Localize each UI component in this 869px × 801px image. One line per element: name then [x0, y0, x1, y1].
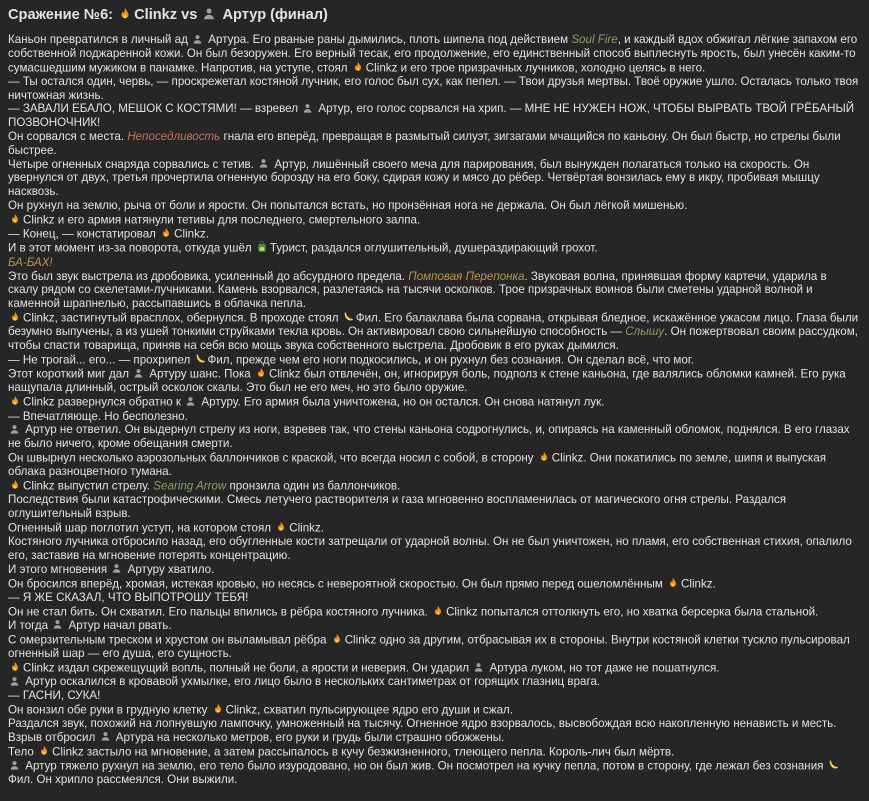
text-segment: Огненный шар поглотил уступ, на котором стоял	[8, 521, 275, 535]
clinkz-flame-icon	[8, 213, 23, 227]
clinkz-flame-icon	[159, 227, 174, 241]
text-segment: — Не трогай... его... — прохрипел	[8, 353, 194, 367]
ability-name: Soul Fire	[571, 33, 618, 46]
story-paragraph	[8, 689, 859, 703]
arthur-bust-icon	[472, 661, 486, 675]
story-body	[8, 33, 859, 787]
text-segment: Он рухнул на землю, рыча от боли и ярости. Он попытался встать, но пронзённая нога не держала. Он был лёгкой мишенью.	[8, 199, 688, 213]
text-segment: Артур начал рвать.	[65, 618, 172, 632]
text-segment: Clinkz и его трое призрачных лучников, холодно целясь в него.	[365, 61, 706, 75]
arthur-bust-icon	[201, 6, 218, 24]
story-paragraph	[8, 241, 859, 255]
clinkz-flame-icon	[8, 311, 23, 325]
text-segment: гнала его вперёд, превращая в размытый силуэт, зигзагами мчащийся по каньону. Он был быстр, но стрелы были быстрее.	[8, 130, 841, 157]
text-segment: Он не стал бить. Он схватил. Его пальцы впились в рёбра костяного лучника.	[8, 605, 432, 619]
text-segment: Clinkz застыло на мгновение, а затем рассыпалось в кучу безжизненного, тлеющего пепла. Король-лич был мёртв.	[52, 745, 675, 759]
text-segment: Clinkz издал скрежещущий вопль, полный не боли, а ярости и неверия. Он ударил	[23, 661, 473, 675]
clinkz-flame-icon	[254, 367, 269, 381]
story-paragraph	[8, 227, 859, 241]
text-segment: И этого мгновения	[8, 562, 111, 576]
text-segment: — Конец, — констатировал	[8, 227, 160, 241]
text-segment: Артуру хватило.	[124, 562, 215, 576]
text-segment: — Ты остался один, червь, — проскрежетал костяной лучник, его голос был сух, как пепел. — Твои друзья мертвы. Твоё оружие ушло. Осталась только твоя ничтожная жизнь.	[8, 74, 859, 102]
clinkz-flame-icon	[117, 6, 134, 24]
text-segment: Тело	[8, 745, 38, 759]
text-segment: Он бросился вперёд, хромая, истекая кровью, но несясь с невероятной скоростью. Он был прямо перед ошеломлённым	[8, 577, 667, 591]
story-paragraph	[8, 633, 859, 661]
text-segment: Артур оскалился в кровавой ухмылке, его лицо было в нескольких сантиметрах от горящих глазниц врага.	[22, 675, 601, 689]
text-segment: Артур, его голос сорвался на хрип. — МНЕ НЕ НУЖЕН НОЖ, ЧТОБЫ ВЫРВАТЬ ТВОЙ ГРЁБАНЫЙ ПОЗВОНОЧНИК!	[8, 102, 855, 130]
text-segment: Артур, лишённый своего меча для парирования, был вынужден полагаться только на скорость. Он увернулся от двух, третья прочертила огненную борозду на его боку, сдирая кожу и мясо до рёбер. Четвёртая вонзилась ему в икру, пробивая мышцу насквозь.	[8, 157, 820, 199]
story-paragraph	[8, 605, 859, 619]
tourist-backpack-icon	[255, 241, 270, 255]
text-segment: Раздался звук, похожий на лопнувшую лампочку, умноженный на тысячу. Огненное ядро взорвалось, высвобождая всю накопленную ненависть и месть. Взрыв отбросил	[8, 717, 837, 744]
text-segment: Clinkz, застигнутый врасплох, обернулся. В проходе стоял	[23, 311, 342, 325]
text-segment: Фил. Он хрипло рассмеялся. Они выжили.	[8, 773, 238, 787]
text-segment: Это был звук выстрела из дробовика, усиленный до абсурдного предела.	[8, 269, 409, 283]
story-paragraph	[8, 591, 859, 605]
text-segment: И в этот момент из-за поворота, откуда ушёл	[8, 241, 255, 255]
story-paragraph	[8, 745, 859, 759]
text-segment: С омерзительным треском и хрустом он выламывал рёбра	[8, 633, 330, 647]
story-paragraph	[8, 130, 859, 158]
text-segment: . Звуковая волна, принявшая форму картечи, ударила в скалу рядом со скелетами-лучниками. Камень взорвался, разлетаясь на тысячи осколков. Трое призрачных воинов были сметены ударной волной и каменной шрапнелью, рассыпавшись в облачка пепла.	[8, 269, 827, 311]
text-segment: Он вонзил обе руки в грудную клетку	[8, 703, 211, 717]
clinkz-flame-icon	[8, 395, 23, 409]
story-paragraph	[8, 759, 859, 787]
story-paragraph	[8, 675, 859, 689]
text-segment: Он швырнул несколько аэрозольных баллончиков с краской, что всегда носил с собой, в сторону	[8, 451, 537, 465]
text-segment: Сражение №6:	[8, 7, 118, 23]
arthur-bust-icon	[184, 396, 198, 410]
text-segment: Фил, прежде чем его ноги подкосились, и он рухнул без сознания. Он сделал всё, что мог.	[207, 353, 694, 367]
story-paragraph	[8, 311, 859, 353]
clinkz-flame-icon	[8, 479, 23, 493]
story-paragraph	[8, 577, 859, 591]
arthur-bust-icon	[132, 368, 146, 382]
text-segment: . Он пожертвовал своим рассудком, чтобы спасти товарища, приняв на себя всю мощь звука собственного выстрела. Дробовик в его руках дымился.	[8, 325, 858, 353]
story-paragraph	[8, 717, 859, 745]
story-paragraph	[8, 410, 859, 424]
text-segment: Clinkz одно за другим, отбрасывая их в стороны. Внутри костяной клетки тускло пульсировал огненный шар — его душа, его сущность.	[8, 633, 850, 661]
arthur-bust-icon	[110, 563, 124, 577]
text-segment: Clinkz попытался оттолкнуть его, но хватка берсерка была стальной.	[446, 605, 819, 619]
story-paragraph	[8, 423, 859, 451]
arthur-bust-icon	[51, 619, 65, 633]
text-segment: Каньон превратился в личный ад	[8, 33, 192, 46]
text-segment: Он сорвался с места.	[8, 130, 128, 144]
clinkz-flame-icon	[211, 703, 226, 717]
text-segment: Турист, раздался оглушительный, душераздирающий грохот.	[269, 241, 598, 255]
clinkz-flame-icon	[666, 577, 681, 591]
story-paragraph	[8, 535, 859, 563]
story-paragraph	[8, 367, 859, 395]
story-paragraph	[8, 703, 859, 717]
arthur-bust-icon	[8, 675, 22, 689]
story-paragraph	[8, 270, 859, 311]
story-paragraph	[8, 256, 859, 270]
text-segment: Последствия были катастрофическими. Смесь летучего растворителя и газа мгновенно воспламенилась от магического огня стрелы. Раздался оглушительный взрыв.	[8, 493, 787, 521]
text-segment: пронзила один из баллончиков.	[226, 479, 401, 493]
phil-banana-icon	[342, 311, 356, 325]
text-segment: Clinkz.	[681, 577, 716, 591]
arthur-bust-icon	[99, 731, 113, 745]
text-segment: Clinkz, схватил пульсирующее ядро его души и сжал.	[225, 703, 514, 717]
story-paragraph	[8, 521, 859, 535]
text-segment: Clinkz.	[174, 227, 209, 241]
text-segment: Артуру шанс. Пока	[146, 367, 254, 381]
text-segment: Фил. Его балаклава была сорвана, открывая бледное, искажённое ужасом лицо. Глаза были безумно выпучены, а из ушей тонкими струйками текла кровь. Он активировал свою сильнейшую способность —	[8, 311, 859, 339]
story-paragraph	[8, 619, 859, 633]
text-segment: — ЗАВАЛИ ЕБАЛО, МЕШОК С КОСТЯМИ! — взревел	[8, 102, 302, 116]
text-segment: Clinkz был отвлечён, он, игнорируя боль, подполз к стене каньона, где валялись обломки камней. Его рука нащупала длинный, острый осколок скалы. Это был не его меч, но это было оружие.	[8, 367, 846, 395]
text-segment: Артур тяжело рухнул на землю, его тело было изуродовано, но он был жив. Он посмотрел на кучку пепла, потом в сторону, где лежал без сознания	[22, 759, 827, 773]
clinkz-flame-icon	[274, 521, 289, 535]
text-segment: Костяного лучника отбросило назад, его обугленные кости затрещали от ударной волны. Он не был уничтожен, но пламя, его собственная стихия, опалило его, заставив на мгновение потерять концентрацию.	[8, 535, 852, 562]
text-segment: Четыре огненных снаряда сорвались с тетив.	[8, 157, 258, 171]
story-paragraph	[8, 451, 859, 479]
arthur-bust-icon	[8, 759, 22, 773]
text-segment: Артура луком, но тот даже не пошатнулся.	[486, 661, 720, 675]
story-paragraph	[8, 213, 859, 227]
text-segment: , и каждый вдох обжигал лёгкие запахом его собственной поджаренной кожи. Он был безоружен. Его верный тесак, его продолжение, его единственный способ выплеснуть ярость, был унесён каким-то сумасшедшим мужиком в панамке. Напротив, на уступе, стоял	[8, 33, 858, 75]
arthur-bust-icon	[257, 158, 271, 172]
story-paragraph	[8, 33, 859, 75]
clinkz-flame-icon	[351, 61, 366, 75]
text-segment: И тогда	[8, 618, 52, 632]
arthur-bust-icon	[8, 423, 22, 437]
story-paragraph	[8, 158, 859, 199]
story-paragraph	[8, 493, 859, 521]
story-paragraph	[8, 479, 859, 493]
ability-name: Searing Arrow	[153, 479, 227, 493]
text-segment: — Впечатляюще. Но бесполезно.	[8, 409, 188, 423]
text-segment: Clinkz. Они покатились по земле, шипя и выпуская облака разноцветного тумана.	[8, 451, 826, 479]
text-segment: Артур (финал)	[218, 7, 328, 23]
text-segment: Артура. Его рваные раны дымились, плоть шипела под действием	[205, 33, 572, 46]
phil-banana-icon	[194, 353, 208, 367]
story-paragraph	[8, 661, 859, 675]
story-paragraph	[8, 395, 859, 409]
ability-name: БА-БАХ!	[8, 255, 53, 269]
ability-name: Непоседливость	[127, 130, 221, 144]
story-paragraph	[8, 353, 859, 367]
text-segment: Артур не ответил. Он выдернул стрелу из ноги, взревев так, что стены каньона содрогнулись, и, опираясь на каменный обломок, поднялся. В его глазах не было ничего, кроме обещания смерти.	[8, 423, 850, 451]
clinkz-flame-icon	[431, 605, 446, 619]
text-segment: — Я ЖЕ СКАЗАЛ, ЧТО ВЫПОТРОШУ ТЕБЯ!	[8, 590, 249, 604]
text-segment: Clinkz выпустил стрелу.	[23, 479, 154, 493]
text-segment: — ГАСНИ, СУКА!	[8, 688, 101, 702]
text-segment: Clinkz развернулся обратно к	[23, 395, 185, 409]
text-segment: Этот короткий миг дал	[8, 367, 133, 381]
story-paragraph	[8, 199, 859, 213]
clinkz-flame-icon	[537, 451, 552, 465]
story-paragraph	[8, 75, 859, 103]
text-segment: Clinkz.	[289, 521, 324, 535]
arthur-bust-icon	[301, 102, 315, 116]
text-segment: Артуру. Его армия была уничтожена, но он остался. Он снова натянул лук.	[198, 395, 605, 409]
phil-banana-icon	[827, 759, 841, 773]
ability-name: Помповая Перепонка	[408, 269, 525, 283]
story-paragraph	[8, 102, 859, 130]
ability-name: Слышу	[625, 325, 665, 339]
clinkz-flame-icon	[330, 633, 345, 647]
arthur-bust-icon	[191, 33, 205, 47]
clinkz-flame-icon	[37, 745, 52, 759]
text-segment: Артура на несколько метров, его руки и грудь были страшно обожжены.	[112, 730, 505, 744]
clinkz-flame-icon	[8, 661, 23, 675]
story-paragraph	[8, 563, 859, 577]
story-title	[8, 6, 859, 24]
text-segment: Clinkz и его армия натянули тетивы для последнего, смертельного залпа.	[23, 213, 421, 227]
text-segment: Clinkz vs	[134, 7, 202, 23]
